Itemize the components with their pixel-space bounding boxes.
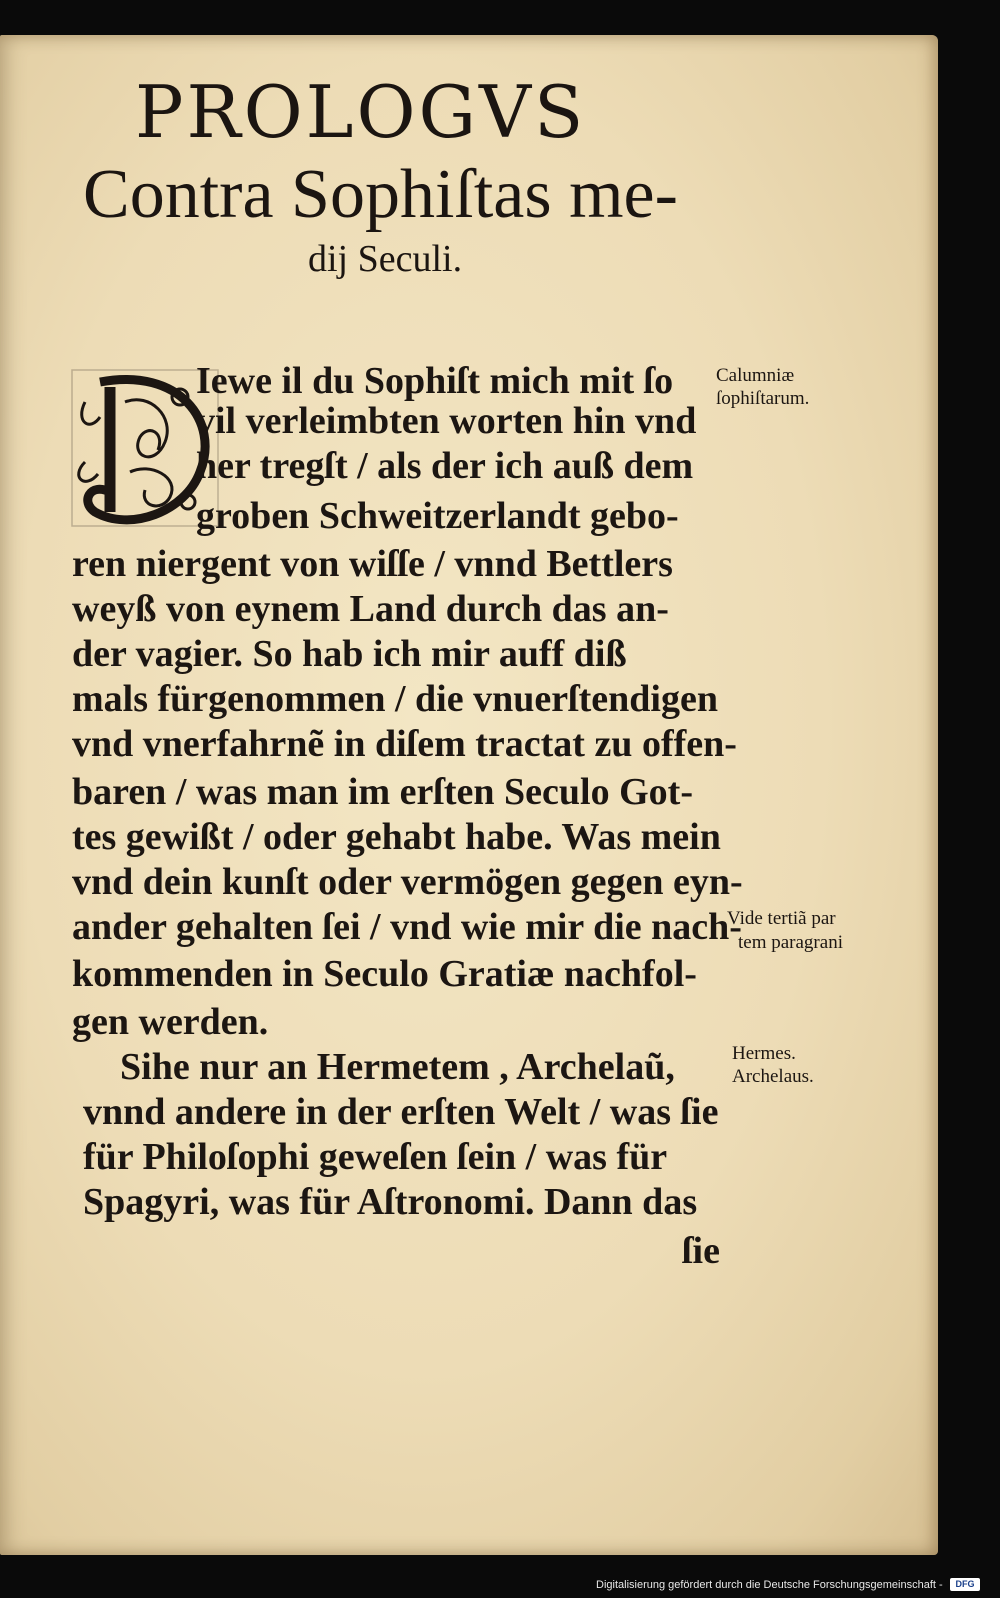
body-line: ſie: [682, 1230, 720, 1272]
body-line: baren / was man im erſten Seculo Got-: [72, 771, 693, 813]
body-line: weyß von eynem Land durch das an-: [72, 588, 669, 630]
body-line: groben Schweitzerlandt gebo-: [196, 495, 679, 537]
page-title: PROLOGVS: [135, 70, 587, 154]
body-line: mals fürgenommen / die vnuerſtendigen: [72, 678, 718, 720]
body-line: tes gewißt / oder gehabt habe. Was mein: [72, 816, 721, 858]
body-line: vnd vnerfahrnẽ in diſem tractat zu offen-: [72, 723, 737, 765]
subtitle-line-2: dij Seculi.: [308, 238, 463, 280]
body-line: der vagier. So hab ich mir auff diß: [72, 633, 627, 675]
body-line: Spagyri, was für Aſtronomi. Dann das: [83, 1181, 698, 1223]
margin-note: ſophiſtarum.: [716, 388, 810, 409]
body-line: vnd dein kunſt oder vermögen gegen eyn-: [72, 861, 743, 903]
margin-note: Calumniæ: [716, 365, 795, 386]
body-line: ren niergent von wiſſe / vnnd Bettlers: [72, 543, 673, 585]
subtitle-line-1: Contra Sophiſtas me-: [83, 156, 678, 233]
body-line: vil verleimbten worten hin vnd: [196, 400, 697, 442]
margin-note: Vide tertiã par: [727, 908, 836, 929]
body-line: her tregſt / als der ich auß dem: [196, 445, 694, 487]
margin-note: Hermes.: [732, 1043, 796, 1064]
dfg-logo: DFG: [950, 1578, 980, 1591]
body-line: für Philoſophi geweſen ſein / was für: [83, 1136, 668, 1178]
body-line: Iewe il du Sophiſt mich mit ſo: [196, 360, 674, 402]
body-line: ander gehalten ſei / vnd wie mir die nach-: [72, 906, 742, 948]
footer-credit: Digitalisierung gefördert durch die Deutsche Forschungsgemeinschaft -: [596, 1579, 943, 1591]
body-line: Sihe nur an Hermetem , Archelaũ,: [120, 1046, 675, 1088]
body-line: vnnd andere in der erſten Welt / was ſie: [83, 1091, 719, 1133]
body-line: kommenden in Seculo Gratiæ nachfol-: [72, 953, 697, 995]
margin-note: Archelaus.: [732, 1066, 814, 1087]
body-line: gen werden.: [72, 1001, 269, 1043]
margin-note: tem paragrani: [738, 932, 843, 953]
